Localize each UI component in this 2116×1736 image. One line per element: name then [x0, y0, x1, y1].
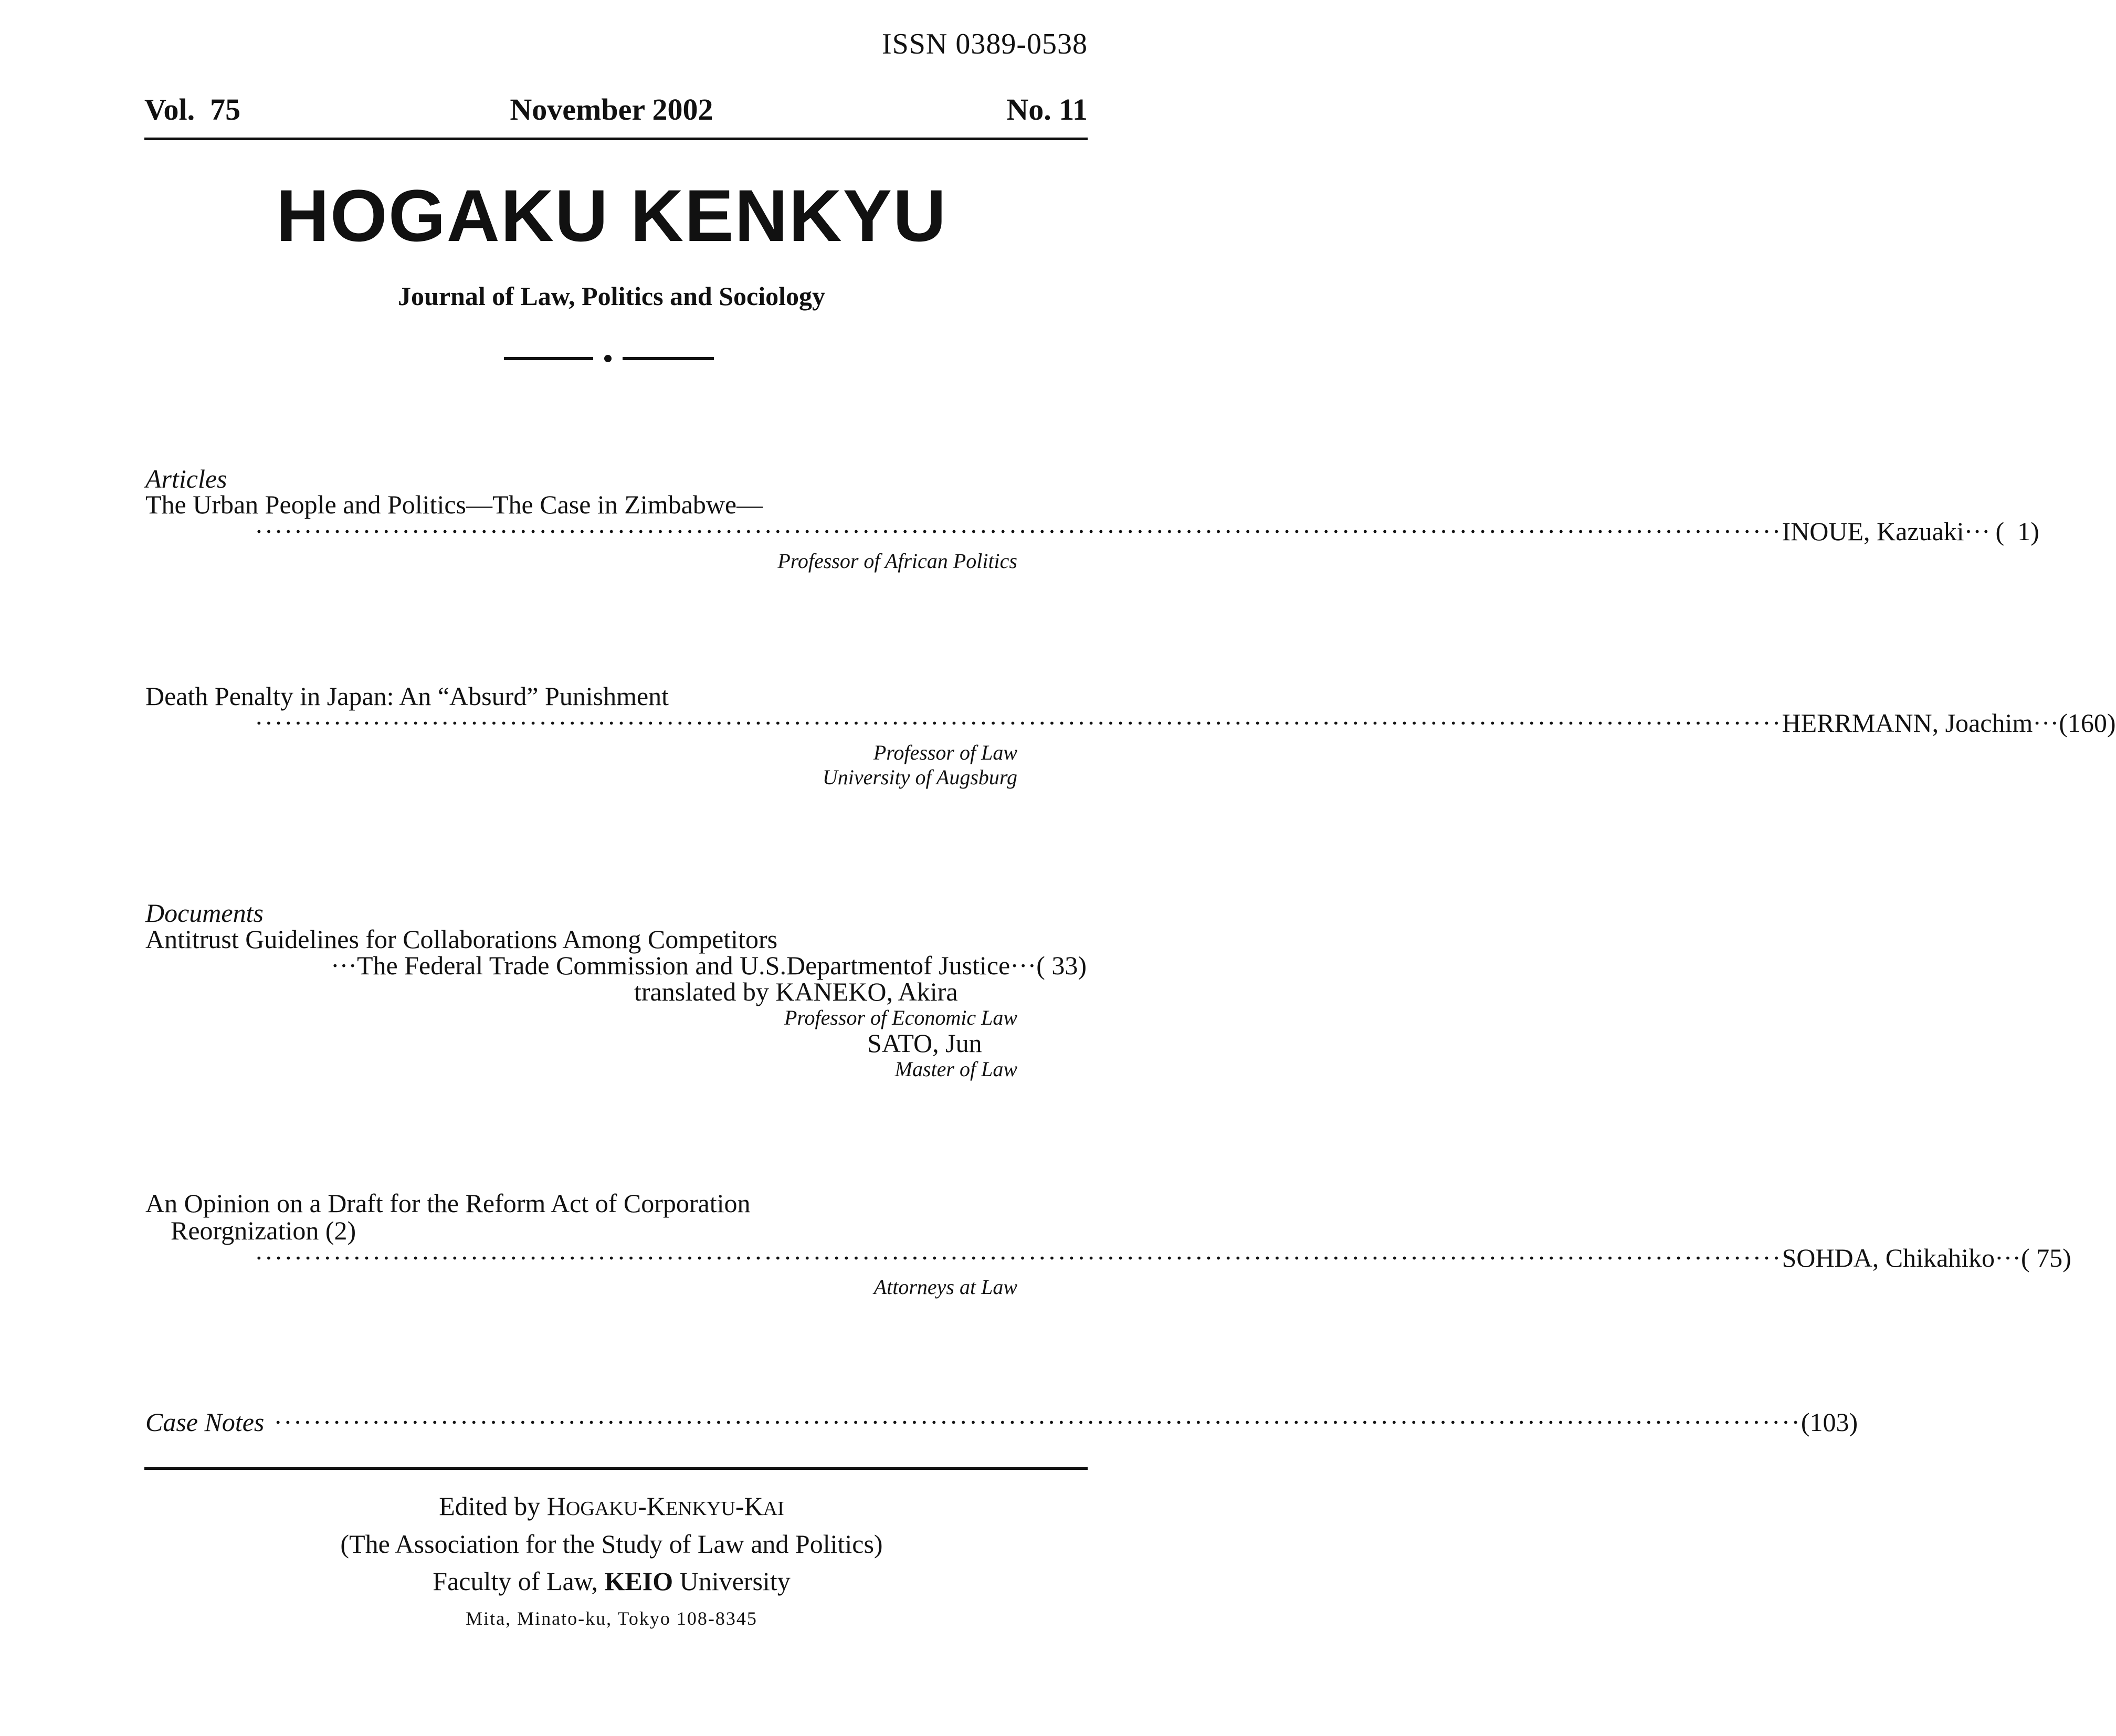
leader-dots: ···························································································································································· — [255, 517, 1782, 546]
article-1-page: ( 1) — [1995, 517, 2039, 546]
society-small: OGAKU — [565, 1498, 638, 1520]
ornament-dot — [604, 355, 612, 362]
article-1-affiliation: Professor of African Politics — [777, 549, 1017, 573]
society-small: AI — [763, 1498, 784, 1520]
header-rule — [144, 138, 1088, 140]
document-1-cotranslator-role: Master of Law — [894, 1057, 1017, 1081]
faculty-suffix: University — [673, 1566, 791, 1596]
article-4-page: ( 75) — [2021, 1243, 2071, 1272]
article-4-author: SOHDA, Chikahiko··· — [1782, 1243, 2021, 1272]
journal-subtitle: Journal of Law, Politics and Sociology — [398, 281, 825, 311]
article-2-affiliation-role: Professor of Law — [873, 741, 1017, 764]
articles-heading: Articles — [145, 464, 227, 493]
ornament-right-bar — [623, 357, 714, 360]
document-1-title: Antitrust Guidelines for Collaborations Among Competitors — [145, 924, 778, 954]
document-1-translator-role: Professor of Economic Law — [784, 1006, 1017, 1029]
article-1-title: The Urban People and Politics—The Case in Zimbabwe— — [145, 490, 763, 519]
faculty-university-name: KEIO — [604, 1566, 673, 1596]
article-4-byline — [255, 1243, 2071, 1273]
faculty-line — [0, 1566, 1223, 1596]
association-line: (The Association for the Study of Law and Politics) — [340, 1529, 883, 1559]
ornament-left-bar — [504, 357, 593, 360]
article-1-byline — [255, 516, 2039, 546]
society-cap: -K — [735, 1491, 763, 1521]
article-2-byline — [255, 708, 2116, 738]
volume-label: Vol. 75 — [144, 92, 241, 127]
footer-rule — [144, 1467, 1088, 1470]
society-cap: H — [546, 1491, 566, 1521]
society-cap: -K — [638, 1491, 666, 1521]
faculty-prefix: Faculty of Law, — [433, 1566, 605, 1596]
leader-dots: ···························································································································································· — [255, 1243, 1782, 1272]
document-1-translator: translated by KANEKO, Akira — [634, 977, 958, 1006]
society-name — [547, 1491, 784, 1521]
article-2-affiliation-institution: University of Augsburg — [822, 765, 1017, 789]
article-2-author: HERRMANN, Joachim··· — [1782, 708, 2059, 738]
case-notes-heading: Case Notes — [145, 1407, 265, 1437]
article-4-affiliation: Attorneys at Law — [873, 1275, 1017, 1299]
leader-dots: ···························································································································································· — [273, 1407, 1801, 1437]
article-4-title-line2: Reorgnization (2) — [171, 1216, 356, 1245]
issn-number: ISSN 0389-0538 — [881, 28, 1088, 60]
title-ornament — [504, 353, 714, 364]
issue-number: No. 11 — [1006, 92, 1088, 127]
society-small: ENKYU — [665, 1498, 735, 1520]
document-1-page: ( 33) — [1036, 951, 1087, 980]
case-notes-line — [145, 1407, 1858, 1437]
address-line: Mita, Minato-ku, Tokyo 108-8345 — [466, 1608, 757, 1629]
documents-heading: Documents — [145, 898, 264, 928]
editor-line — [0, 1491, 1223, 1521]
document-1-cotranslator: SATO, Jun — [867, 1028, 982, 1058]
document-1-author: ···The Federal Trade Commission and U.S.Departmentof Justice··· — [331, 951, 1037, 980]
article-2-page: (160) — [2059, 708, 2116, 738]
article-2-title: Death Penalty in Japan: An “Absurd” Punishment — [145, 681, 669, 711]
article-1-author: INOUE, Kazuaki··· — [1782, 517, 1991, 546]
journal-title: HOGAKU KENKYU — [276, 174, 948, 257]
issue-date: November 2002 — [510, 92, 713, 127]
edited-by-label: Edited by — [439, 1491, 541, 1521]
case-notes-page: (103) — [1801, 1407, 1858, 1437]
article-4-title-line1: An Opinion on a Draft for the Reform Act of Corporation — [145, 1188, 751, 1218]
leader-dots: ···························································································································································· — [255, 708, 1782, 738]
